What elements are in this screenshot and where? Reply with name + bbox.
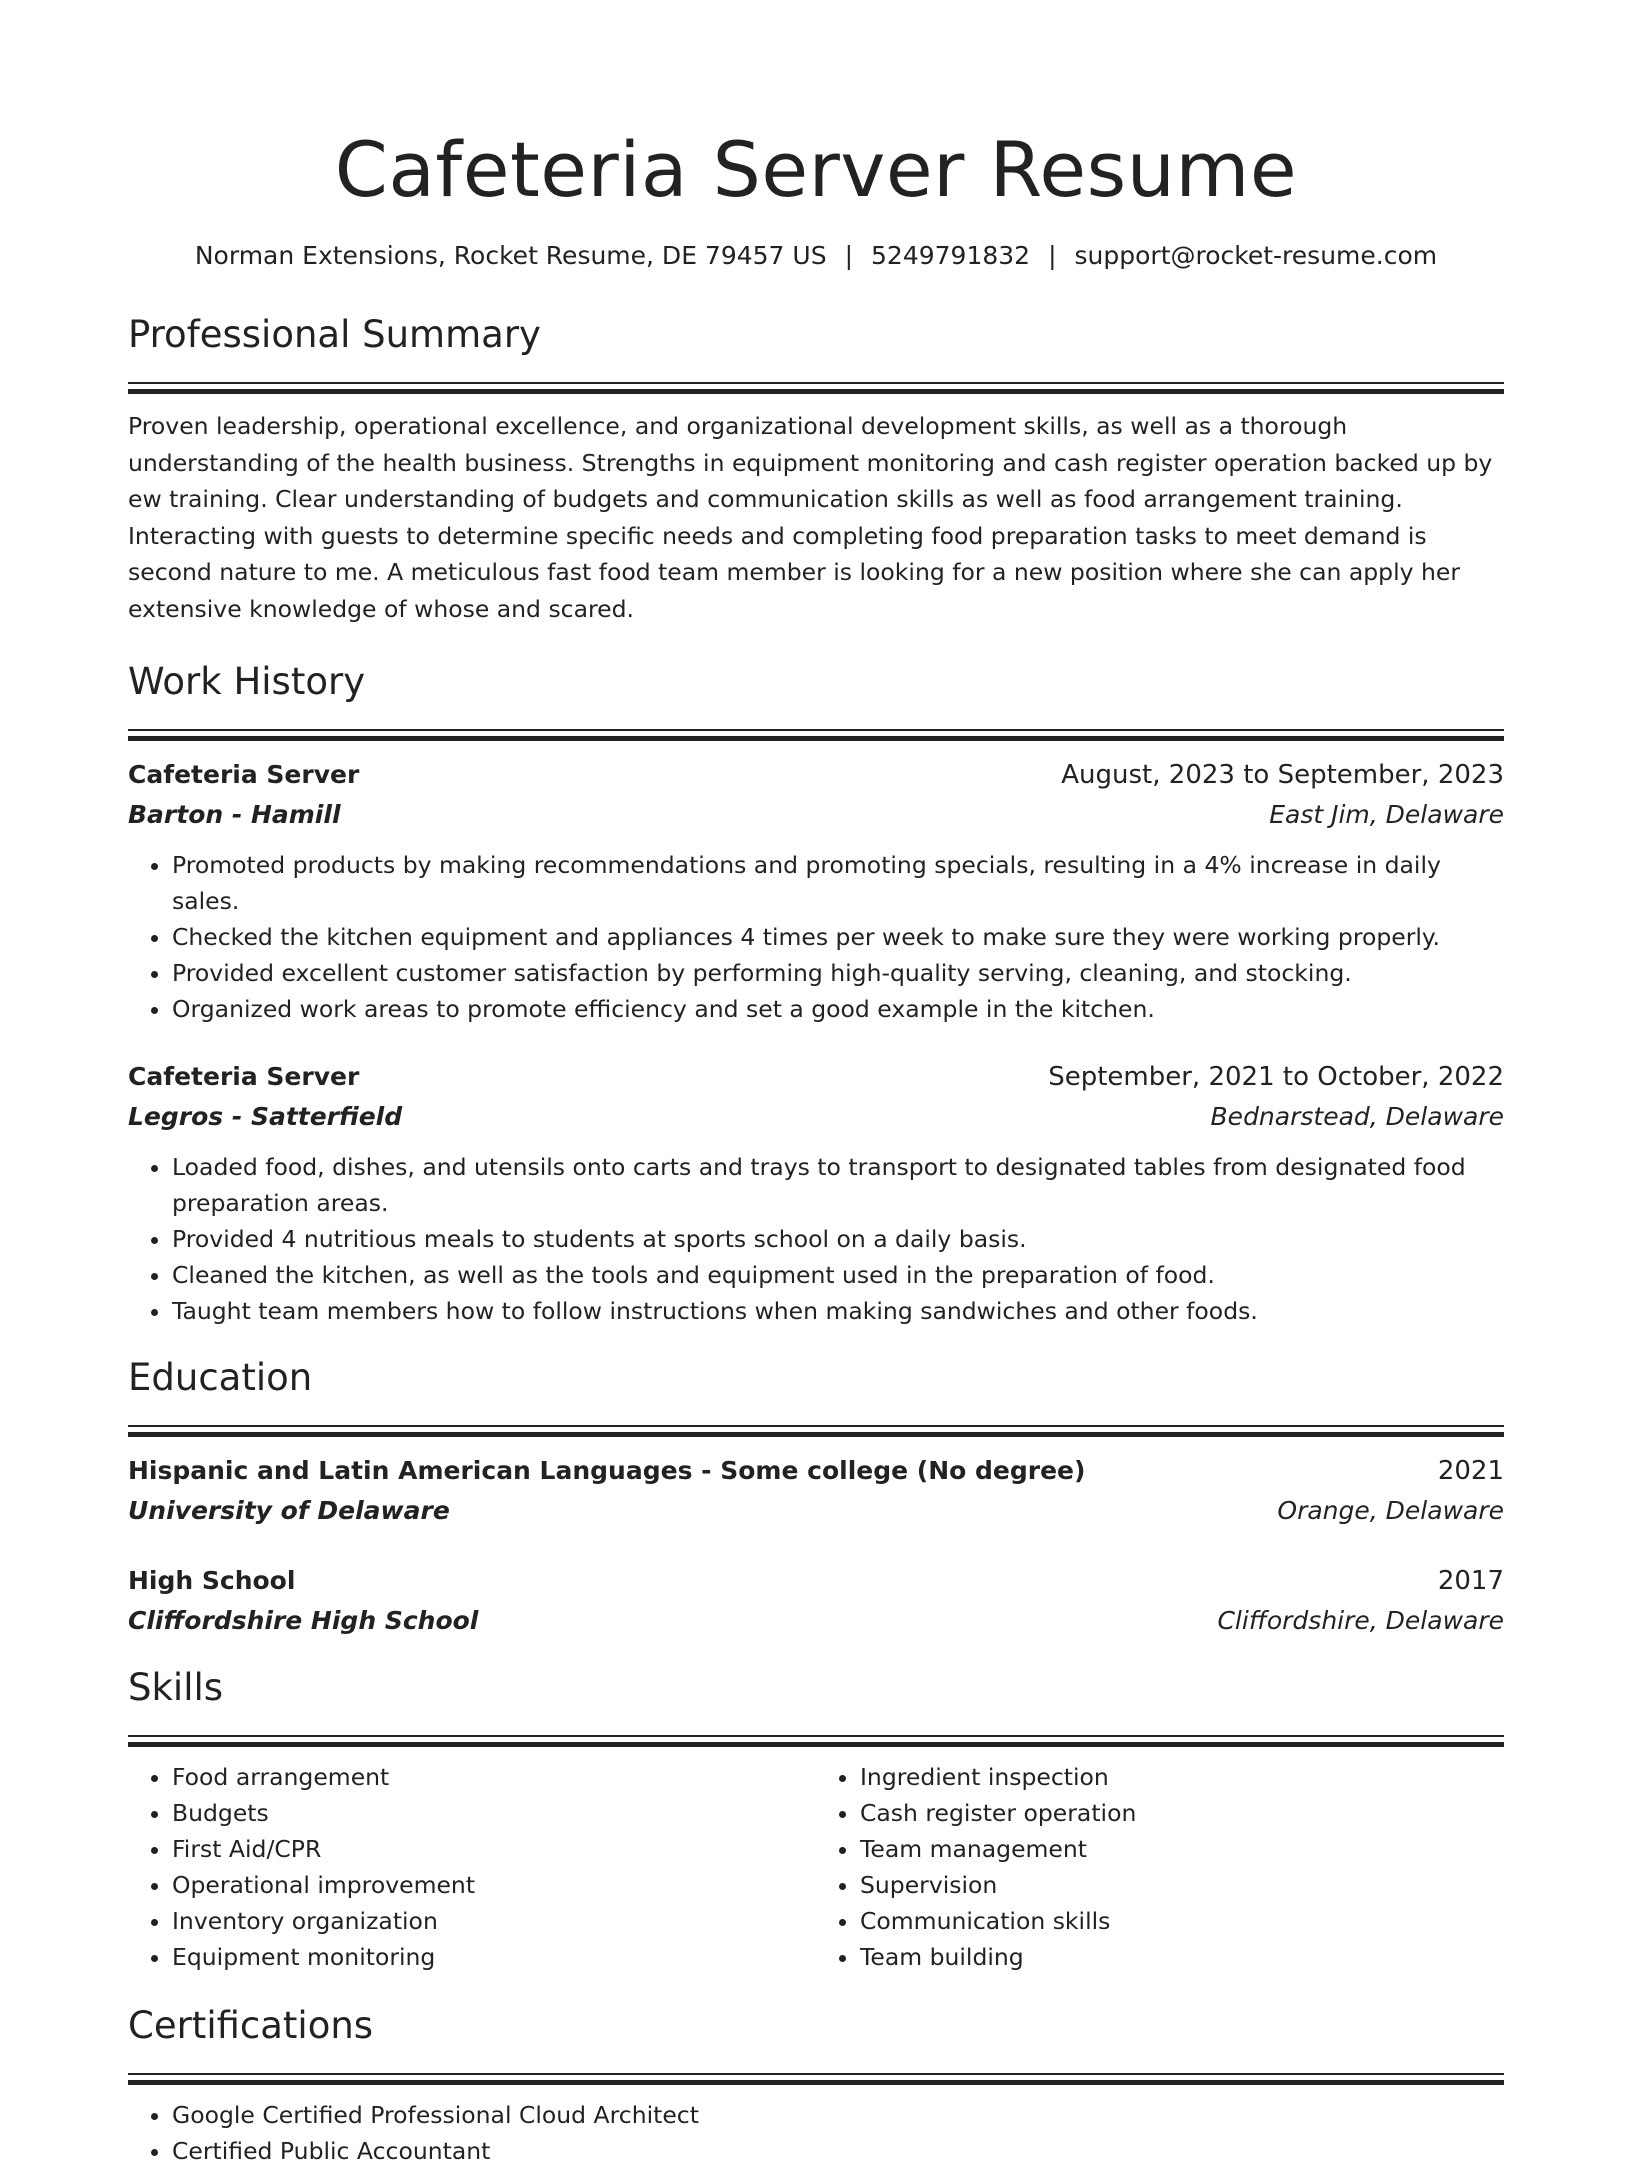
skills-column-left xyxy=(128,1759,816,1975)
section-divider xyxy=(128,1735,1504,1747)
education-entry xyxy=(128,1451,1504,1531)
section-heading-skills: Skills xyxy=(128,1666,224,1709)
education-year: 2017 xyxy=(1437,1566,1504,1596)
skills-grid xyxy=(128,1759,1504,1975)
certifications-section xyxy=(128,2001,1504,2169)
job-bullets xyxy=(128,1149,1504,1329)
job-dates: August, 2023 to September, 2023 xyxy=(1061,760,1504,790)
list-item: • Promoted products by making recommendations and promoting specials, resulting in a 4% increase in daily sales. xyxy=(172,847,1504,919)
list-item: • Supervision xyxy=(860,1867,1504,1903)
section-heading-work: Work History xyxy=(128,660,366,703)
list-item: • Cash register operation xyxy=(860,1795,1504,1831)
list-item: • Certified Public Accountant xyxy=(172,2133,1504,2169)
list-item: • Inventory organization xyxy=(172,1903,816,1939)
education-entry xyxy=(128,1561,1504,1641)
section-divider xyxy=(128,1425,1504,1437)
job-company: Legros - Satterfield xyxy=(128,1102,403,1131)
contact-separator: | xyxy=(1048,241,1057,270)
section-heading-certifications: Certifications xyxy=(128,2004,374,2047)
skills-section xyxy=(128,1663,1504,1975)
list-item: • Operational improvement xyxy=(172,1867,816,1903)
job-entry xyxy=(128,1057,1504,1329)
education-school: Cliffordshire High School xyxy=(128,1606,479,1635)
education-location: Orange, Delaware xyxy=(1277,1496,1504,1525)
certifications-list xyxy=(128,2097,1504,2169)
contact-phone: 5249791832 xyxy=(871,241,1031,270)
summary-text: Proven leadership, operational excellence, and organizational development skills, as well as a thorough understanding of the health business. Strengths in equipment monitoring and cash register operation backed up by ew training. Clear understanding of budgets and communication skills as well as food arrangement training. Interacting with guests to determine specific needs and completing food preparation tasks to meet demand is second nature to me. A meticulous fast food team member is looking for a new position where she can apply her extensive knowledge of whose and scared. xyxy=(128,412,1493,623)
education-school: University of Delaware xyxy=(128,1496,450,1525)
list-item: • Food arrangement xyxy=(172,1759,816,1795)
list-item: • First Aid/CPR xyxy=(172,1831,816,1867)
job-title: Cafeteria Server xyxy=(128,760,360,789)
education-degree: High School xyxy=(128,1566,296,1595)
section-heading-summary: Professional Summary xyxy=(128,313,541,356)
list-item: • Loaded food, dishes, and utensils onto carts and trays to transport to designated tables from designated food preparation areas. xyxy=(172,1149,1504,1221)
job-bullets xyxy=(128,847,1504,1027)
education-degree: Hispanic and Latin American Languages - Some college (No degree) xyxy=(128,1456,1086,1485)
contact-email: support@rocket-resume.com xyxy=(1074,241,1438,270)
education-year: 2021 xyxy=(1437,1456,1504,1486)
list-item: • Team building xyxy=(860,1939,1504,1975)
list-item: • Provided excellent customer satisfaction by performing high-quality serving, cleaning, and stocking. xyxy=(172,955,1504,991)
skills-list xyxy=(816,1759,1504,1975)
contact-line xyxy=(128,238,1504,274)
list-item: • Budgets xyxy=(172,1795,816,1831)
work-section xyxy=(128,657,1504,1329)
list-item: • Ingredient inspection xyxy=(860,1759,1504,1795)
section-divider xyxy=(128,382,1504,394)
job-company: Barton - Hamill xyxy=(128,800,341,829)
contact-address: Norman Extensions, Rocket Resume, DE 79457 US xyxy=(194,241,827,270)
resume-title: Cafeteria Server Resume xyxy=(334,125,1298,214)
list-item: • Communication skills xyxy=(860,1903,1504,1939)
skills-list xyxy=(128,1759,816,1975)
list-item: • Taught team members how to follow instructions when making sandwiches and other foods. xyxy=(172,1293,1504,1329)
section-heading-education: Education xyxy=(128,1356,313,1399)
list-item: • Organized work areas to promote efficiency and set a good example in the kitchen. xyxy=(172,991,1504,1027)
list-item: • Google Certified Professional Cloud Architect xyxy=(172,2097,1504,2133)
list-item: • Cleaned the kitchen, as well as the tools and equipment used in the preparation of food. xyxy=(172,1257,1504,1293)
skills-column-right xyxy=(816,1759,1504,1975)
job-entry xyxy=(128,755,1504,1027)
list-item: • Provided 4 nutritious meals to students at sports school on a daily basis. xyxy=(172,1221,1504,1257)
job-dates: September, 2021 to October, 2022 xyxy=(1048,1062,1504,1092)
summary-section xyxy=(128,310,1504,627)
section-divider xyxy=(128,2073,1504,2085)
education-section xyxy=(128,1353,1504,1641)
contact-separator: | xyxy=(844,241,854,270)
job-title: Cafeteria Server xyxy=(128,1062,360,1091)
education-location: Cliffordshire, Delaware xyxy=(1217,1606,1504,1635)
list-item: • Checked the kitchen equipment and appliances 4 times per week to make sure they were working properly. xyxy=(172,919,1504,955)
job-location: East Jim, Delaware xyxy=(1269,800,1504,829)
list-item: • Equipment monitoring xyxy=(172,1939,816,1975)
job-location: Bednarstead, Delaware xyxy=(1210,1102,1504,1131)
section-divider xyxy=(128,729,1504,741)
list-item: • Team management xyxy=(860,1831,1504,1867)
